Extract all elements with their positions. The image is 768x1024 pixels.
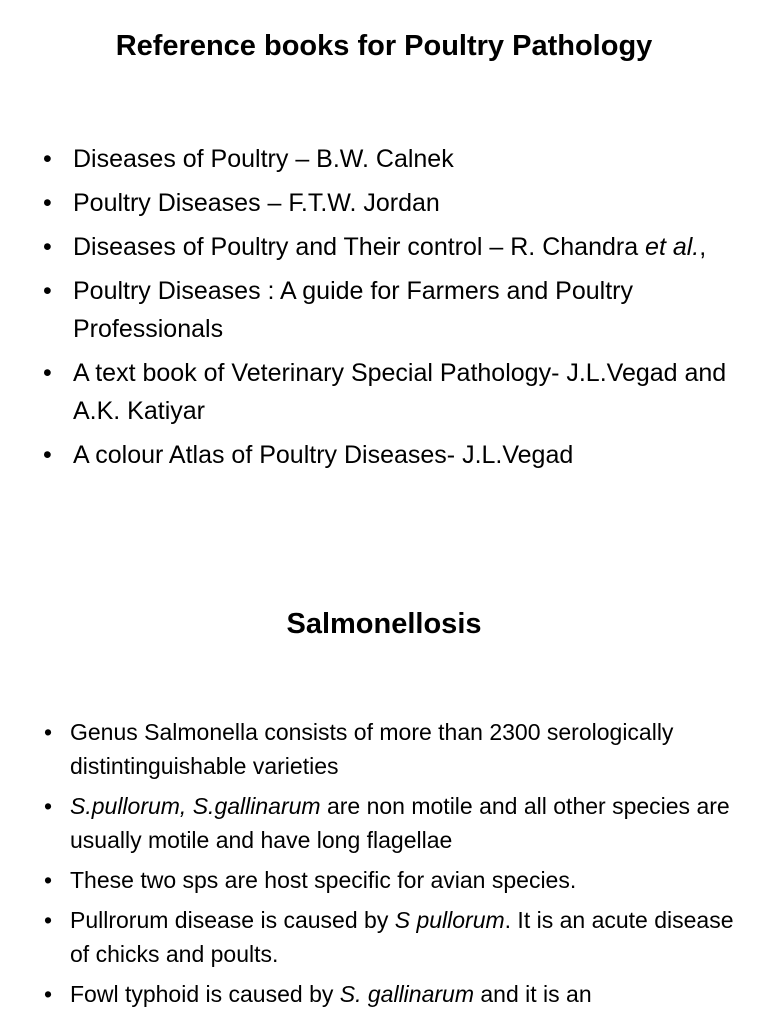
slide-title-references: Reference books for Poultry Pathology [115,30,653,62]
slide-title-salmonellosis: Salmonellosis [286,608,482,640]
salmonellosis-facts-list [44,715,750,1017]
bullet-icon: • [44,867,53,893]
list-item: • S.pullorum, S.gallinarum are non motile and all other species are usually motile and have long flagellae [70,789,750,857]
reference-book-list [43,140,743,480]
bullet-icon: • [43,233,52,261]
bullet-icon: • [44,907,53,933]
list-item: • Diseases of Poultry and Their control – R. Chandra et al., [73,228,743,266]
list-item: • Poultry Diseases – F.T.W. Jordan [73,184,743,222]
list-item: • These two sps are host specific for avian species. [70,863,750,897]
list-item: • Genus Salmonella consists of more than 2300 serologically distintinguishable varieties [70,715,750,783]
list-item: • Fowl typhoid is caused by S. gallinarum and it is an [70,977,750,1011]
bullet-icon: • [43,189,52,217]
bullet-icon: • [43,145,52,173]
bullet-icon: • [43,359,52,387]
list-item: • Pullrorum disease is caused by S pullorum. It is an acute disease of chicks and poults. [70,903,750,971]
bullet-icon: • [44,793,53,819]
bullet-icon: • [43,277,52,305]
bullet-icon: • [44,981,53,1007]
list-item: • A colour Atlas of Poultry Diseases- J.L.Vegad [73,436,743,474]
bullet-icon: • [43,441,52,469]
list-item: • A text book of Veterinary Special Pathology- J.L.Vegad and A.K. Katiyar [73,354,743,430]
bullet-icon: • [44,719,53,745]
list-item: • Diseases of Poultry – B.W. Calnek [73,140,743,178]
list-item: • Poultry Diseases : A guide for Farmers and Poultry Professionals [73,272,743,348]
